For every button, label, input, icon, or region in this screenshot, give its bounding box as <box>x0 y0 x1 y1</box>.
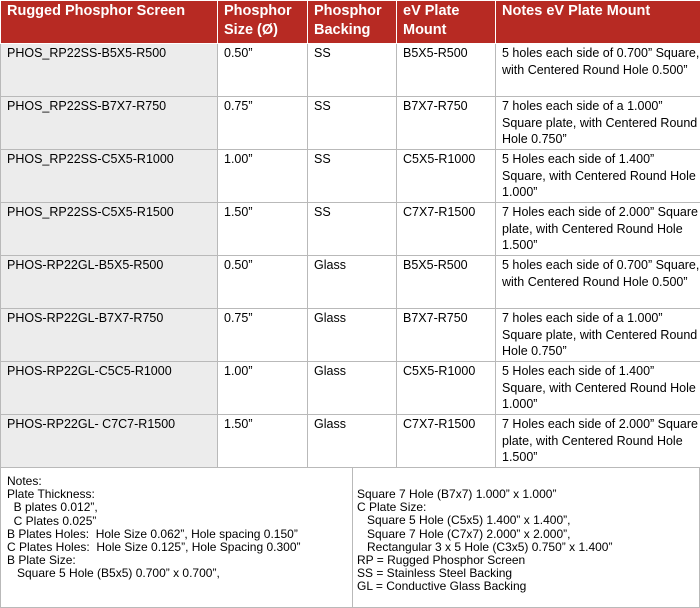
part-number-cell: PHOS_RP22SS-C5X5-R1000 <box>1 150 218 203</box>
mount-notes-cell: 5 holes each side of 0.700” Square, with Centered Round Hole 0.500” <box>496 256 700 309</box>
size-cell: 0.75” <box>218 309 308 362</box>
note-line: B Plate Size: <box>7 553 76 568</box>
size-cell: 1.50” <box>218 415 308 468</box>
header-phosphor-backing: Phosphor Backing <box>308 1 397 44</box>
mount-notes-cell: 5 Holes each side of 1.400” Square, with Centered Round Hole 1.000” <box>496 150 700 203</box>
backing-cell: Glass <box>308 256 397 309</box>
mount-notes-cell: 5 holes each side of 0.700” Square, with Centered Round Hole 0.500” <box>496 44 700 97</box>
header-ev-plate-mount: eV Plate Mount <box>397 1 496 44</box>
note-line: C Plates Holes: Hole Size 0.125”, Hole Spacing 0.300” <box>7 540 301 555</box>
notes-right-column <box>357 488 697 594</box>
backing-cell: Glass <box>308 309 397 362</box>
backing-cell: SS <box>308 203 397 256</box>
part-number-cell: PHOS-RP22GL-B5X5-R500 <box>1 256 218 309</box>
header-phosphor-size: Phosphor Size (Ø) <box>218 1 308 44</box>
note-line: C Plates 0.025” <box>7 513 97 528</box>
notes-left-column <box>7 475 347 581</box>
part-number-cell: PHOS-RP22GL-B7X7-R750 <box>1 309 218 362</box>
size-cell: 0.50” <box>218 44 308 97</box>
backing-cell: SS <box>308 44 397 97</box>
mount-cell: C5X5-R1000 <box>397 150 496 203</box>
note-line: Plate Thickness: <box>7 487 95 502</box>
mount-cell: B7X7-R750 <box>397 97 496 150</box>
legend-gl: GL = Conductive Glass Backing <box>357 579 527 594</box>
table-row <box>1 415 700 468</box>
header-row <box>1 1 700 44</box>
table-row <box>1 256 700 309</box>
table-row <box>1 362 700 415</box>
header-notes-ev-plate-mount: Notes eV Plate Mount <box>496 1 700 44</box>
size-cell: 1.50” <box>218 203 308 256</box>
mount-cell: B7X7-R750 <box>397 309 496 362</box>
mount-notes-cell: 7 holes each side of a 1.000” Square plate, with Centered Round Hole 0.750” <box>496 97 700 150</box>
mount-notes-cell: 7 Holes each side of 2.000” Square plate, with Centered Round Hole 1.500” <box>496 415 700 468</box>
note-line: Square 7 Hole (B7x7) 1.000” x 1.000” <box>357 487 557 501</box>
mount-cell: C7X7-R1500 <box>397 415 496 468</box>
backing-cell: SS <box>308 150 397 203</box>
note-line: B plates 0.012”, <box>7 500 98 515</box>
notes-heading: Notes: <box>7 474 42 488</box>
note-line: Square 5 Hole (C5x5) 1.400” x 1.400”, <box>357 513 571 528</box>
header-rugged-phosphor-screen: Rugged Phosphor Screen <box>1 1 218 44</box>
table-row <box>1 203 700 256</box>
part-number-cell: PHOS-RP22GL-C5C5-R1000 <box>1 362 218 415</box>
legend-rp: RP = Rugged Phosphor Screen <box>357 553 526 568</box>
mount-cell: C5X5-R1000 <box>397 362 496 415</box>
mount-notes-cell: 7 Holes each side of 2.000” Square plate, with Centered Round Hole 1.500” <box>496 203 700 256</box>
table-row <box>1 150 700 203</box>
notes-section <box>0 467 700 608</box>
notes-divider <box>352 468 353 607</box>
size-cell: 0.50” <box>218 256 308 309</box>
mount-cell: B5X5-R500 <box>397 44 496 97</box>
part-number-cell: PHOS_RP22SS-B5X5-R500 <box>1 44 218 97</box>
backing-cell: Glass <box>308 362 397 415</box>
note-line: Square 7 Hole (C7x7) 2.000” x 2.000”, <box>357 526 571 541</box>
size-cell: 1.00” <box>218 362 308 415</box>
mount-cell: B5X5-R500 <box>397 256 496 309</box>
table-row <box>1 44 700 97</box>
table-row <box>1 97 700 150</box>
note-line: Square 5 Hole (B5x5) 0.700” x 0.700”, <box>7 566 220 581</box>
mount-notes-cell: 5 Holes each side of 1.400” Square, with Centered Round Hole 1.000” <box>496 362 700 415</box>
note-line: B Plates Holes: Hole Size 0.062”, Hole spacing 0.150” <box>7 526 298 541</box>
note-line: Rectangular 3 x 5 Hole (C3x5) 0.750” x 1.400” <box>357 539 613 554</box>
legend-ss: SS = Stainless Steel Backing <box>357 566 513 581</box>
backing-cell: SS <box>308 97 397 150</box>
note-line: C Plate Size: <box>357 500 427 515</box>
part-number-cell: PHOS-RP22GL- C7C7-R1500 <box>1 415 218 468</box>
size-cell: 1.00” <box>218 150 308 203</box>
part-number-cell: PHOS_RP22SS-B7X7-R750 <box>1 97 218 150</box>
mount-cell: C7X7-R1500 <box>397 203 496 256</box>
table-row <box>1 309 700 362</box>
size-cell: 0.75” <box>218 97 308 150</box>
part-number-cell: PHOS_RP22SS-C5X5-R1500 <box>1 203 218 256</box>
mount-notes-cell: 7 holes each side of a 1.000” Square plate, with Centered Round Hole 0.750” <box>496 309 700 362</box>
backing-cell: Glass <box>308 415 397 468</box>
